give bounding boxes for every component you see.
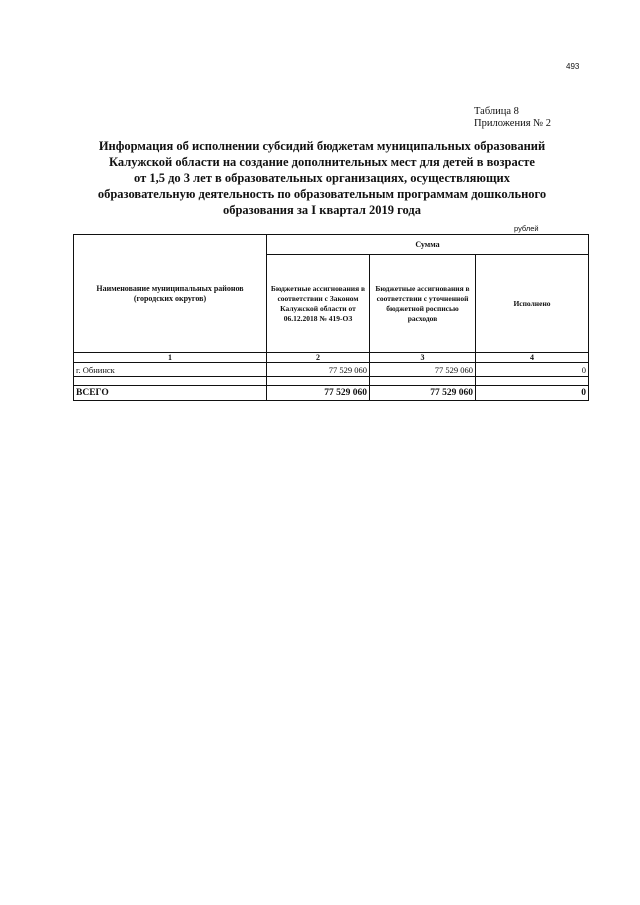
table-label: Таблица 8 (474, 106, 519, 117)
column-number: 2 (267, 353, 370, 363)
budget-law-value: 77 529 060 (267, 363, 370, 377)
appendix-label: Приложения № 2 (474, 118, 552, 129)
header-executed: Исполнено (476, 255, 589, 353)
municipality-name: г. Обнинск (74, 363, 267, 377)
column-number: 4 (476, 353, 589, 363)
header-sum: Сумма (267, 235, 589, 255)
total-executed: 0 (476, 386, 589, 401)
total-budget-law: 77 529 060 (267, 386, 370, 401)
page-number: 493 (566, 62, 580, 71)
subsidy-table (73, 234, 589, 401)
title-line: образования за I квартал 2019 года (222, 203, 421, 217)
total-row (74, 386, 589, 401)
title-line: Калужской области на создание дополнительных мест для детей в возрасте (109, 155, 535, 169)
header-name-column: Наименование муниципальных районов (городских округов) (74, 235, 267, 353)
document-title (66, 138, 578, 218)
unit-label: рублей (514, 224, 539, 233)
header-budget-law: Бюджетные ассигнования в соответствии с Законом Калужской области от 06.12.2018 № 419-ОЗ (267, 255, 370, 353)
total-label: ВСЕГО (74, 386, 267, 401)
title-line: Информация об исполнении субсидий бюджетам муниципальных образований (98, 139, 546, 153)
title-line: образовательную деятельность по образовательным программам дошкольного (97, 187, 547, 201)
budget-refined-value: 77 529 060 (370, 363, 476, 377)
table-row (74, 363, 589, 377)
executed-value: 0 (476, 363, 589, 377)
header-budget-refined: Бюджетные ассигнования в соответствии с уточненной бюджетной росписью расходов (370, 255, 476, 353)
title-line: от 1,5 до 3 лет в образовательных организациях, осуществляющих (133, 171, 510, 185)
column-number: 3 (370, 353, 476, 363)
total-budget-refined: 77 529 060 (370, 386, 476, 401)
column-number: 1 (74, 353, 267, 363)
